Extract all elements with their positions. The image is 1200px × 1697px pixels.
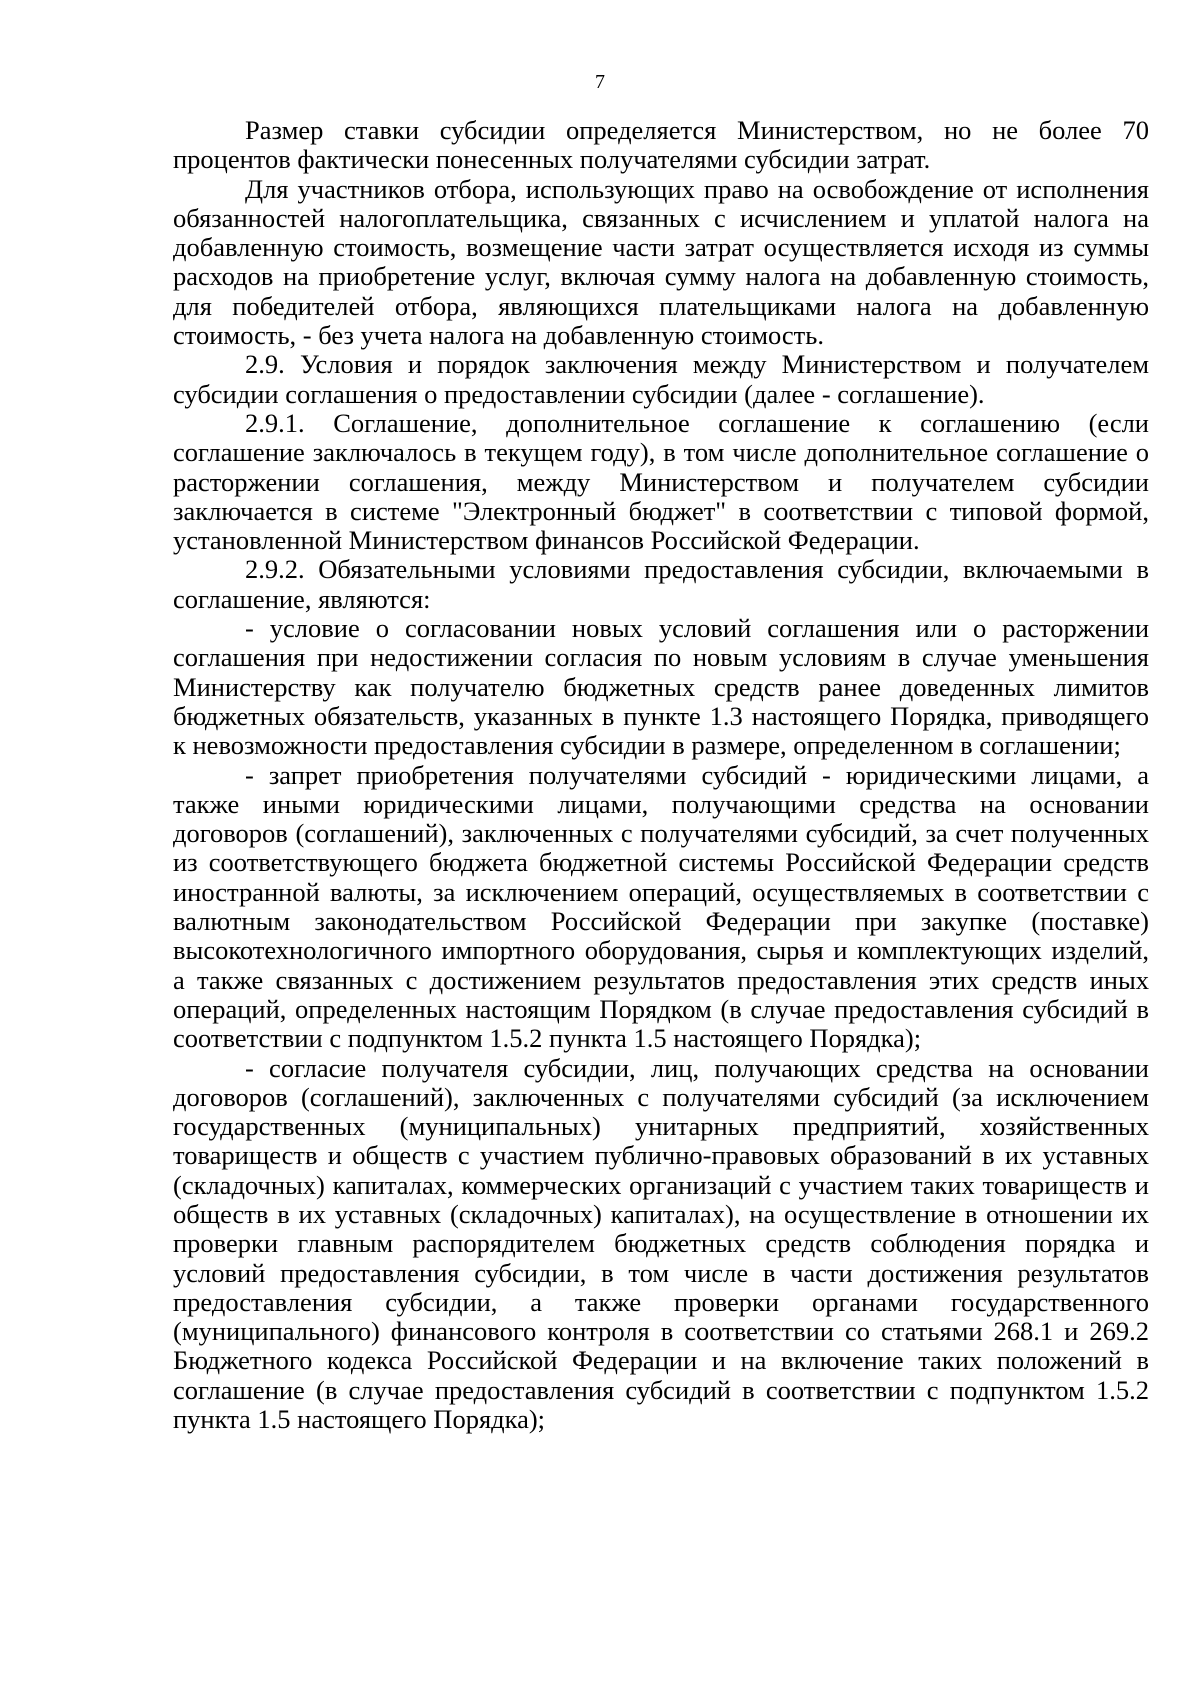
paragraph-subsidy-rate: Размер ставки субсидии определяется Министерством, но не более 70 процентов фактически понесенных получателями субсидии затрат. xyxy=(173,115,1149,175)
document-body xyxy=(173,116,1149,1434)
paragraph-vat-exemption: Для участников отбора, использующих право на освобождение от исполнения обязанностей налогоплательщика, связанных с исчислением и уплатой налога на добавленную стоимость, возмещение части затрат осуществляется исходя из суммы расходов на приобретение услуг, включая сумму налога на добавленную стоимость, для победителей отбора, являющихся плательщиками налога на добавленную стоимость, - без учета налога на добавленную стоимость. xyxy=(173,173,1149,351)
paragraph-2-9: 2.9. Условия и порядок заключения между Министерством и получателем субсидии соглашения о предоставлении субсидии (далее - соглашение). xyxy=(173,349,1149,409)
paragraph-2-9-2: 2.9.2. Обязательными условиями предоставления субсидии, включаемыми в соглашение, являются: xyxy=(173,554,1149,614)
paragraph-2-9-1: 2.9.1. Соглашение, дополнительное соглашение к соглашению (если соглашение заключалось в текущем году), в том числе дополнительное соглашение о расторжении соглашения, между Министерством и получателем субсидии заключается в системе "Электронный бюджет" в соответствии с типовой формой, установленной Министерством финансов Российской Федерации. xyxy=(173,407,1149,556)
list-item-currency-prohibition: - запрет приобретения получателями субсидий - юридическими лицами, а также иными юридическими лицами, получающими средства на основании договоров (соглашений), заключенных с получателями субсидий, за счет полученных из соответствующего бюджета бюджетной системы Российской Федерации средств иностранной валюты, за исключением операций, осуществляемых в соответствии с валютным законодательством Российской Федерации при закупке (поставке) высокотехнологичного импортного оборудования, сырья и комплектующих изделий, а также связанных с достижением результатов предоставления этих средств иных операций, определенных настоящим Порядком (в случае предоставления субсидий в соответствии с подпунктом 1.5.2 пункта 1.5 настоящего Порядка); xyxy=(173,759,1149,1054)
page-number: 7 xyxy=(595,71,605,93)
list-item-inspection-consent: - согласие получателя субсидии, лиц, получающих средства на основании договоров (соглашений), заключенных с получателями субсидий (за исключением государственных (муниципальных) унитарных предприятий, хозяйственных товариществ и обществ с участием публично-правовых образований в их уставных (складочных) капиталах, коммерческих организаций с участием таких товариществ и обществ в их уставных (складочных) капиталах), на осуществление в отношении их проверки главным распорядителем бюджетных средств соблюдения порядка и условий предоставления субсидии, в том числе в части достижения результатов предоставления субсидии, а также проверки органами государственного (муниципального) финансового контроля в соответствии со статьями 268.1 и 269.2 Бюджетного кодекса Российской Федерации и на включение таких положений в соглашение (в случае предоставления субсидий в соответствии с подпунктом 1.5.2 пункта 1.5 настоящего Порядка); xyxy=(173,1052,1149,1435)
list-item-agreement-conditions: - условие о согласовании новых условий соглашения или о расторжении соглашения при недостижении согласия по новым условиям в случае уменьшения Министерству как получателю бюджетных средств ранее доведенных лимитов бюджетных обязательств, указанных в пункте 1.3 настоящего Порядка, приводящего к невозможности предоставления субсидии в размере, определенном в соглашении; xyxy=(173,613,1149,761)
